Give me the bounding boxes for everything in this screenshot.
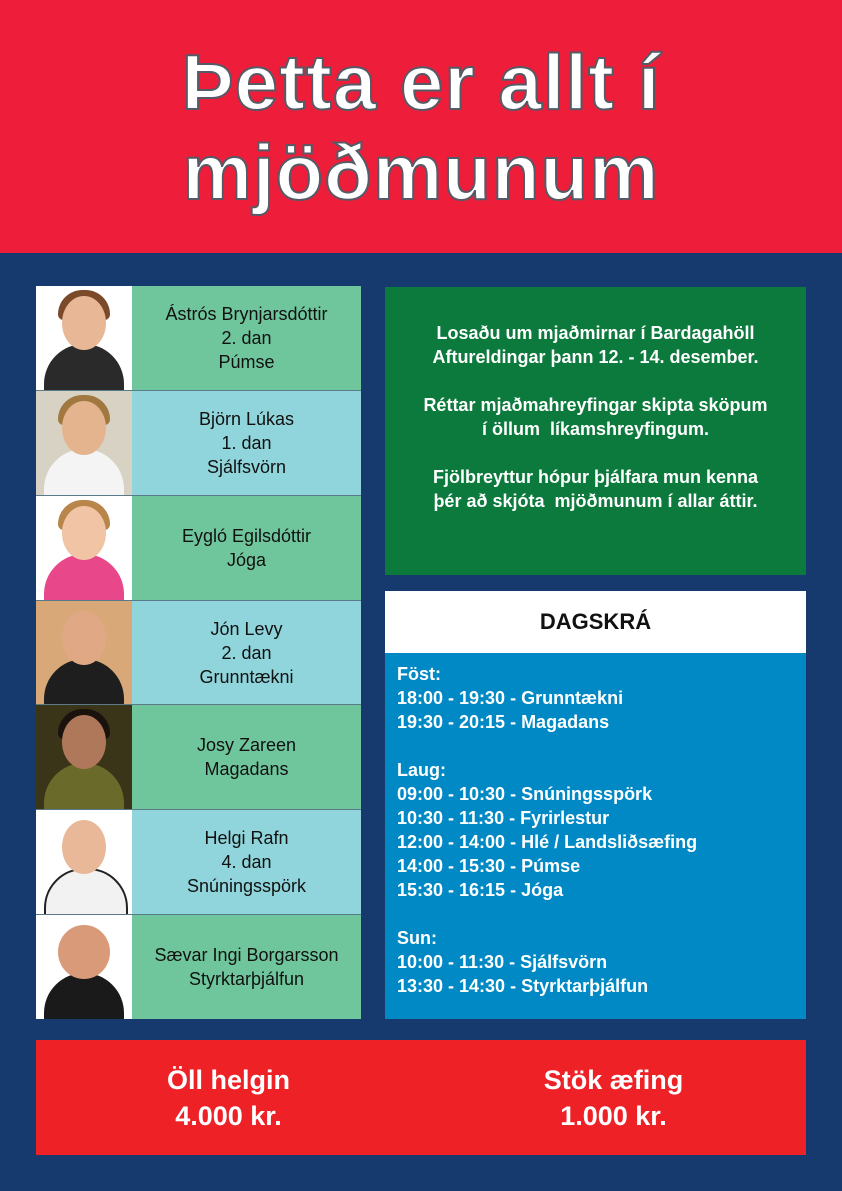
schedule-day	[397, 662, 806, 734]
trainer-info	[132, 915, 361, 1019]
trainer-name: Björn Lúkas	[198, 408, 295, 429]
trainer-discipline: Sjálfsvörn	[206, 456, 287, 477]
schedule-day-label: Sun:	[397, 928, 437, 948]
trainer-row	[36, 601, 361, 706]
intro-line: Losaðu um mjaðmirnar í Bardagahöll	[436, 323, 755, 343]
schedule-day-label: Laug:	[397, 760, 446, 780]
trainer-photo	[36, 705, 132, 809]
trainer-name: Eygló Egilsdóttir	[181, 525, 312, 546]
schedule-day	[397, 758, 806, 902]
poster-title-line-2: mjöðmunum	[182, 127, 660, 216]
trainer-rank: 2. dan	[221, 327, 272, 348]
schedule-day-label: Föst:	[397, 664, 441, 684]
trainer-name: Sævar Ingi Borgarsson	[154, 945, 339, 966]
trainer-photo	[36, 496, 132, 600]
trainer-name: Ástrós Brynjarsdóttir	[165, 303, 328, 324]
price-value: 1.000 kr.	[560, 1100, 667, 1131]
trainer-photo	[36, 915, 132, 1019]
schedule-title: DAGSKRÁ	[385, 591, 806, 653]
trainer-discipline: Grunntækni	[199, 666, 294, 687]
price-single	[464, 1062, 764, 1134]
schedule-item: 13:30 - 14:30 - Styrktarþjálfun	[397, 976, 649, 996]
trainer-rank: 2. dan	[221, 642, 272, 663]
price-label: Öll helgin	[166, 1064, 290, 1095]
trainer-photo	[36, 601, 132, 705]
trainer-photo	[36, 391, 132, 495]
schedule-item: 10:30 - 11:30 - Fyrirlestur	[397, 808, 610, 828]
trainer-photo	[36, 810, 132, 914]
intro-line: þér að skjóta mjöðmunum í allar áttir.	[433, 491, 758, 511]
trainer-name: Helgi Rafn	[204, 828, 289, 849]
poster-header	[0, 0, 842, 253]
schedule-item: 12:00 - 14:00 - Hlé / Landsliðsæfing	[397, 832, 698, 852]
intro-line: Aftureldingar þann 12. - 14. desember.	[432, 347, 759, 367]
trainer-list	[36, 286, 361, 1019]
trainer-discipline: Púmse	[218, 351, 275, 372]
trainer-row	[36, 810, 361, 915]
schedule-item: 09:00 - 10:30 - Snúningsspörk	[397, 784, 653, 804]
schedule-item: 15:30 - 16:15 - Jóga	[397, 880, 564, 900]
intro-paragraph	[433, 465, 758, 513]
price-value: 4.000 kr.	[175, 1100, 282, 1131]
intro-line: Réttar mjaðmahreyfingar skipta sköpum	[423, 395, 768, 415]
trainer-info	[132, 601, 361, 705]
trainer-row	[36, 391, 361, 496]
schedule-item: 10:00 - 11:30 - Sjálfsvörn	[397, 952, 608, 972]
intro-paragraph	[432, 321, 758, 369]
trainer-rank: 4. dan	[221, 852, 272, 873]
schedule-item: 18:00 - 19:30 - Grunntækni	[397, 688, 624, 708]
trainer-discipline: Snúningsspörk	[186, 876, 307, 897]
trainer-info	[132, 810, 361, 914]
price-box	[36, 1040, 806, 1155]
trainer-info	[132, 391, 361, 495]
intro-line: Fjölbreyttur hópur þjálfara mun kenna	[432, 467, 759, 487]
trainer-info	[132, 705, 361, 809]
intro-line: í öllum líkamshreyfingum.	[481, 419, 710, 439]
trainer-rank: 1. dan	[221, 432, 272, 453]
trainer-discipline: Magadans	[204, 759, 289, 780]
schedule-item: 14:00 - 15:30 - Púmse	[397, 856, 581, 876]
intro-paragraph	[423, 393, 767, 441]
trainer-name: Jón Levy	[210, 618, 283, 639]
trainer-name: Josy Zareen	[196, 735, 297, 756]
trainer-photo	[36, 286, 132, 390]
price-weekend	[79, 1062, 379, 1134]
trainer-row	[36, 705, 361, 810]
trainer-row	[36, 915, 361, 1019]
trainer-discipline: Jóga	[226, 549, 267, 570]
schedule-box	[385, 653, 806, 1019]
schedule-item: 19:30 - 20:15 - Magadans	[397, 712, 610, 732]
poster-title-line-1: Þetta er allt í	[181, 37, 661, 126]
intro-box	[385, 287, 806, 575]
trainer-info	[132, 286, 361, 390]
trainer-row	[36, 496, 361, 601]
price-label: Stök æfing	[543, 1064, 684, 1095]
trainer-discipline: Styrktarþjálfun	[188, 969, 305, 990]
schedule-day	[397, 926, 806, 998]
trainer-row	[36, 286, 361, 391]
trainer-info	[132, 496, 361, 600]
